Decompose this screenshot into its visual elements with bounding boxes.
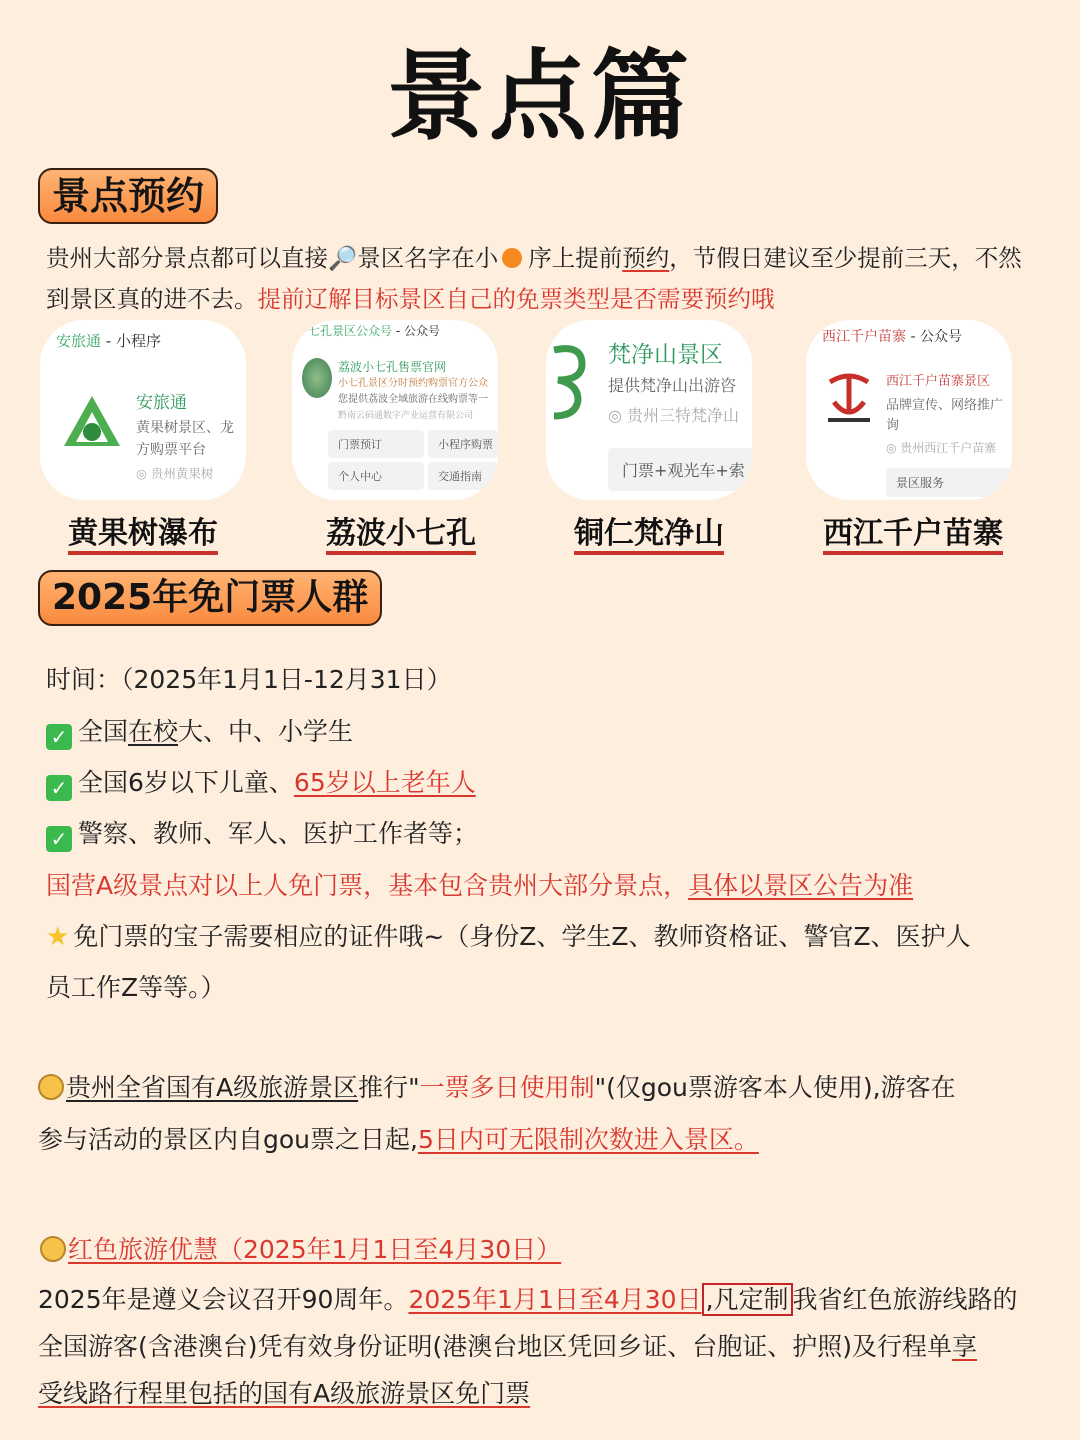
star-icon: ★ (46, 922, 70, 952)
free-group-students: ✓ 全国在校大、中、小学生 (46, 712, 353, 752)
magnifier-icon: 🔎 (328, 244, 358, 272)
xiaoqikong-thumbnail (302, 358, 332, 398)
fanjingshan-logo-icon (548, 340, 588, 420)
time-range: 时间：（2025年1月1日-12月31日） (46, 665, 452, 694)
anlvtong-logo-icon (62, 394, 122, 450)
caption-huangguoshu: 黄果树瀑布 (40, 508, 246, 552)
circle-icon (38, 1074, 64, 1100)
page-title: 景点篇 (386, 40, 693, 154)
free-group-workers: ✓ 警察、教师、军人、医护工作者等； (46, 814, 478, 854)
id-requirement-2: 员工作Z等等。） (46, 973, 226, 1002)
multi-day-ticket-line-1: 贵州全省国有A级旅游景区推行"一票多日使用制"(仅gou票游客本人使用),游客在 (38, 1068, 956, 1108)
tag-personal-center[interactable]: 个人中心 (328, 462, 424, 490)
xijiang-logo-icon (822, 372, 876, 432)
card-anlvtong[interactable]: 安旅通 - 小程序 安旅通 黄果树景区、龙 方购票平台 ◎ 贵州黄果树 (40, 320, 246, 500)
tag-ticket-shuttle[interactable]: 门票+观光车+索 (608, 448, 752, 491)
section-pill-free-ticket: 2025年免门票人群 (38, 570, 382, 626)
red-tourism-line-3: 受线路行程里包括的国有A级旅游景区免门票 (38, 1379, 531, 1408)
caption-xiaoqikong: 荔波小七孔 (298, 508, 504, 552)
card-xiaoqikong[interactable]: 七孔景区公众号 - 公众号 荔波小七孔售票官网 小七孔景区分时预约购票官方公众 您提供荔波全域旅游在线购票等一 黔南云码通数字产业运营有限公司 门票预订 小程序购票 个人中心 交通指南 (292, 320, 498, 500)
checkmark-icon: ✓ (46, 724, 72, 750)
id-requirement-1: ★ 免门票的宝子需要相应的证件哦~（身份Z、学生Z、教师资格证、警官Z、医护人 (46, 922, 971, 952)
checkmark-icon: ✓ (46, 826, 72, 852)
card-fanjingshan[interactable]: 梵净山景区 提供梵净山出游咨 ◎ 贵州三特梵净山 门票+观光车+索 (546, 320, 752, 500)
orange-icon (502, 248, 522, 268)
caption-fanjingshan: 铜仁梵净山 (546, 508, 752, 552)
red-tourism-title: 红色旅游优慧（2025年1月1日至4月30日） (40, 1230, 561, 1270)
red-tourism-line-1: 2025年是遵义会议召开90周年。2025年1月1日至4月30日 ,凡定制 我省红色旅游线路的 (38, 1285, 1018, 1314)
tag-scenic-service[interactable]: 景区服务 (886, 468, 1012, 497)
section-pill-reservation: 景点预约 (38, 168, 218, 224)
circle-icon (40, 1236, 66, 1262)
red-tourism-line-2: 全国游客(含港澳台)凭有效身份证明(港澳台地区凭回乡证、台胞证、护照)及行程单享 (38, 1332, 978, 1361)
free-notice: 国营A级景点对以上人免门票，基本包含贵州大部分景点，具体以景区公告为准 (46, 871, 914, 900)
checkmark-icon: ✓ (46, 775, 72, 801)
tag-traffic-guide[interactable]: 交通指南 (428, 462, 498, 490)
card-xijiang[interactable]: 西江千户苗寨 - 公众号 西江千户苗寨景区 品牌宣传、网络推广 询 ◎ 贵州西江千户苗寨 景区服务 (806, 320, 1012, 500)
reservation-paragraph: 贵州大部分景点都可以直接🔎景区名字在小 序上提前预约，节假日建议至少提前三天，不然到景区真的进不去。提前辽解目标景区自己的免票类型是否需要预约哦 (46, 244, 1022, 313)
caption-xijiang: 西江千户苗寨 (800, 508, 1026, 552)
multi-day-ticket-line-2: 参与活动的景区内自gou票之日起,5日内可无限制次数进入景区。 (38, 1125, 759, 1154)
free-group-children-elderly: ✓ 全国6岁以下儿童、65岁以上老年人 (46, 763, 476, 803)
tag-miniprogram-ticket[interactable]: 小程序购票 (428, 430, 498, 458)
tag-ticket-booking[interactable]: 门票预订 (328, 430, 424, 458)
